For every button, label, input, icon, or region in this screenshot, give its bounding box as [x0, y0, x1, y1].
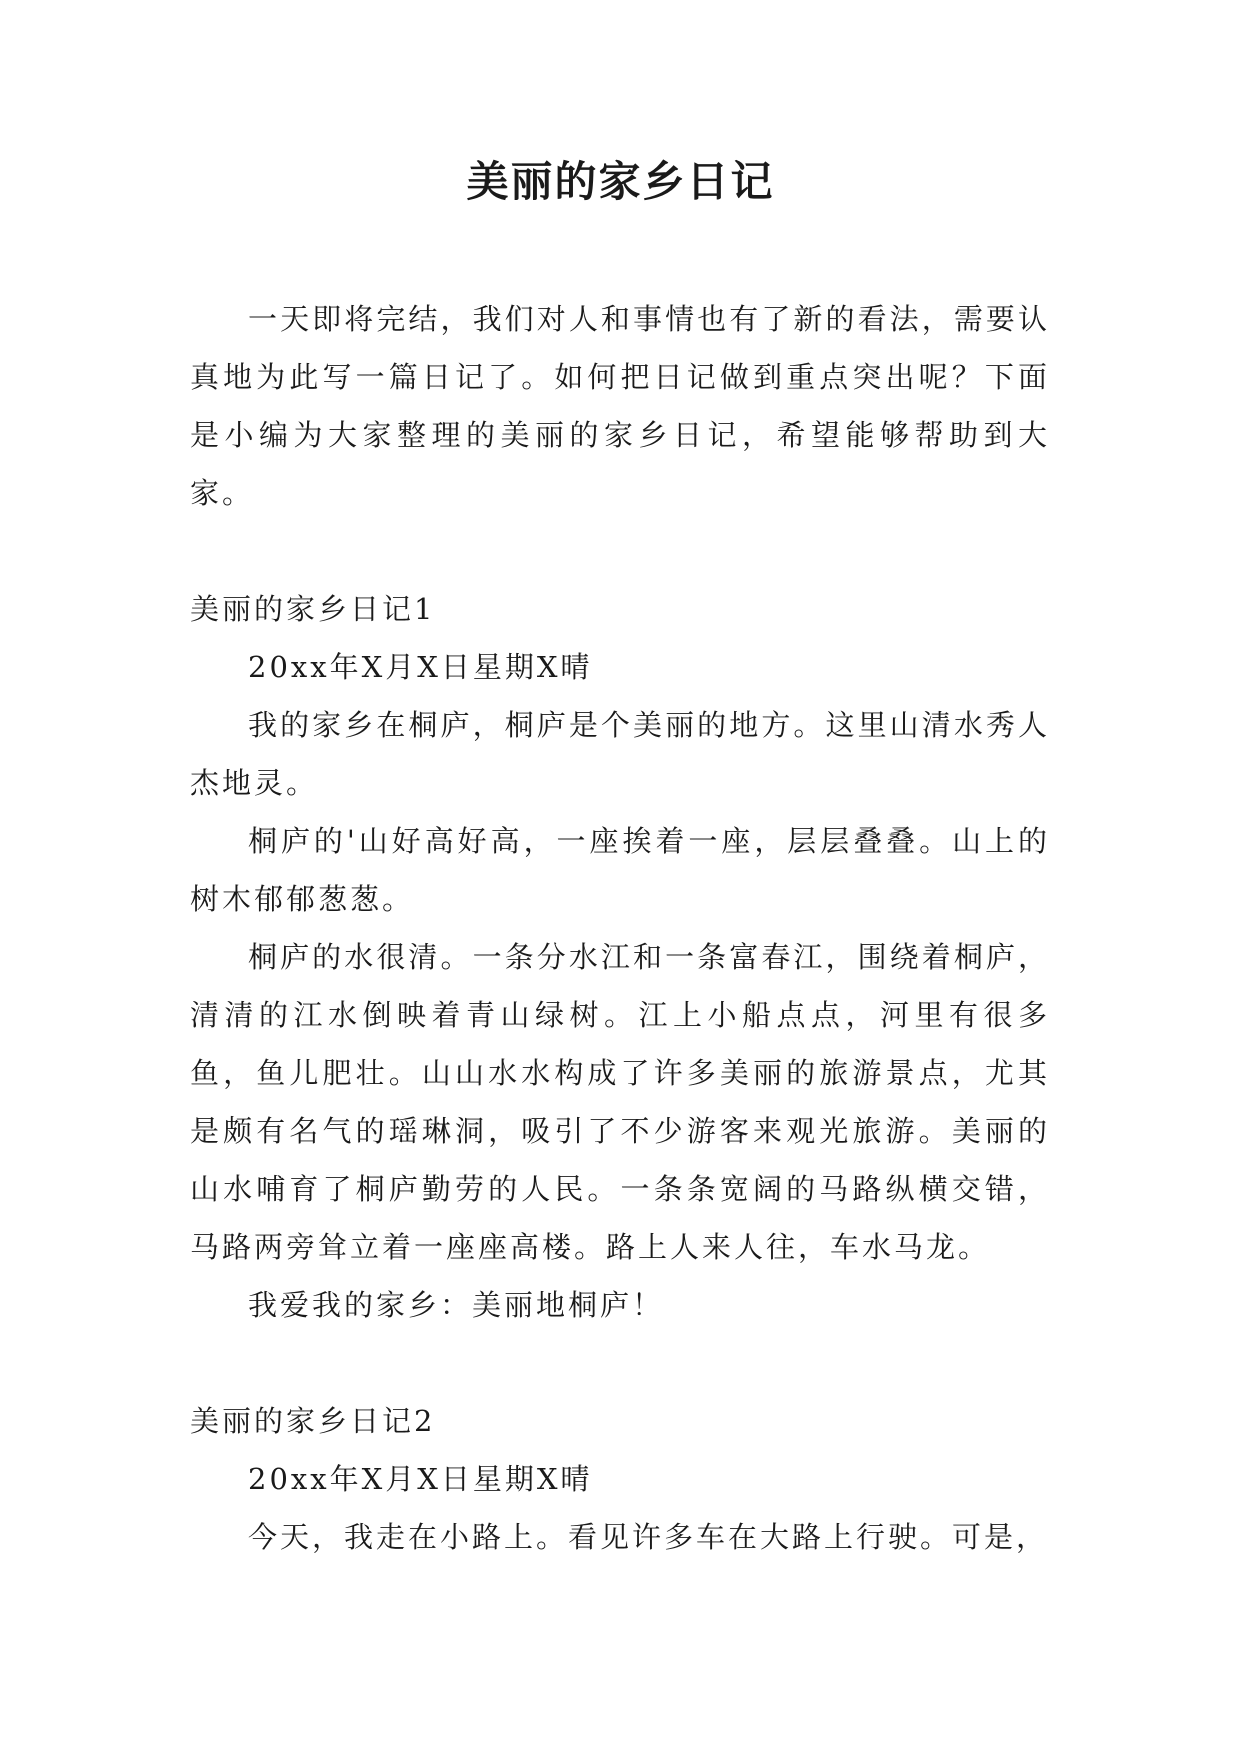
- entry-heading: 美丽的家乡日记1: [190, 592, 436, 626]
- entry-paragraph: 桐庐的'山好高好高，一座挨着一座，层层叠叠。山上的树木郁郁葱葱。: [190, 824, 1050, 916]
- entry-paragraph: 我爱我的家乡：美丽地桐庐！: [248, 1288, 665, 1322]
- document-title: 美丽的家乡日记: [466, 157, 775, 206]
- entry-paragraph: 我的家乡在桐庐，桐庐是个美丽的地方。这里山清水秀人杰地灵。: [190, 708, 1050, 800]
- entry-date: 20xx年X月X日星期X晴: [248, 650, 593, 684]
- entry-date: 20xx年X月X日星期X晴: [248, 1462, 593, 1496]
- entry-paragraph: 桐庐的水很清。一条分水江和一条富春江，围绕着桐庐，清清的江水倒映着青山绿树。江上小船点点，河里有很多鱼，鱼儿肥壮。山山水水构成了许多美丽的旅游景点，尤其是颇有名气的瑶琳洞，吸引了不少游客来观光旅游。美丽的山水哺育了桐庐勤劳的人民。一条条宽阔的马路纵横交错，马路两旁耸立着一座座高楼。路上人来人往，车水马龙。: [190, 940, 1050, 1264]
- section-spacer: [190, 522, 1050, 580]
- intro-paragraph: 一天即将完结，我们对人和事情也有了新的看法，需要认真地为此写一篇日记了。如何把日记做到重点突出呢？下面是小编为大家整理的美丽的家乡日记，希望能够帮助到大家。: [190, 302, 1050, 510]
- document-body: [190, 290, 1050, 1566]
- entry-heading: 美丽的家乡日记2: [190, 1404, 436, 1438]
- entry-paragraph: 今天，我走在小路上。看见许多车在大路上行驶。可是，: [248, 1520, 1049, 1554]
- section-spacer: [190, 1334, 1050, 1392]
